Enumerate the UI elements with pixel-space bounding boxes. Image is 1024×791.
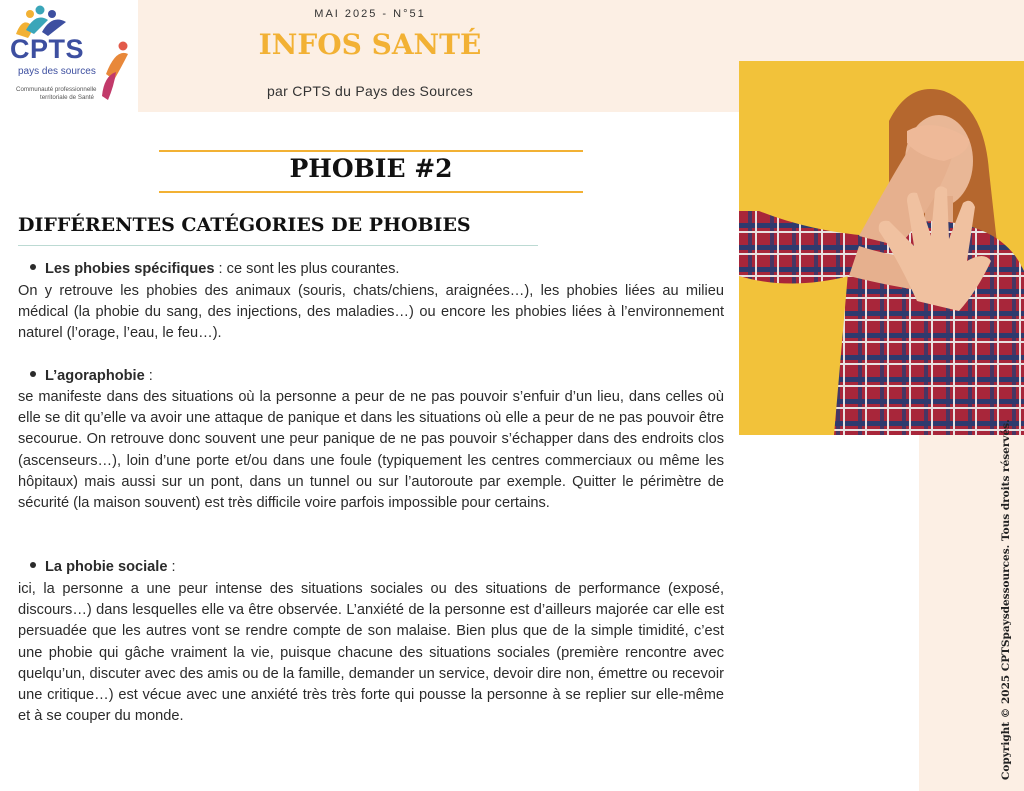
item-suffix: : (144, 368, 153, 384)
logo-tagline-2: territoriale de Santé (40, 94, 94, 101)
bullet-icon (30, 562, 36, 568)
item-paragraph: ici, la personne a une peur intense des situations sociales ou des situations de performance (exposé, discours…) dans lesquelles elle va être observée. L’anxiété de la personne est d’ailleurs majorée car elle est persuadée que les autres vont se rendre compte de son malaise. Bien plus que de la simple timidité, c’est une phobie qui gâche vraiment la vie, puisque chacune des situations sociales (première rencontre avec quelqu’un, discuter avec des amis ou de la famille, demander un service, devoir dire non, émettre ou recevoir une critique…) est vécue avec une anxiété très très forte qui pousse la personne à se replier sur elle-même et à se couper du monde. (18, 581, 724, 725)
list-item-heading (30, 557, 176, 578)
item-label: Les phobies spécifiques (45, 261, 215, 277)
woman-covering-eyes-photo (739, 61, 1024, 435)
logo-name: CPTS (10, 34, 85, 64)
copyright-notice: Copyright © 2025 CPTSpaysdessources. Tous droits réservés. (1000, 419, 1012, 780)
logo-subtitle: pays des sources (18, 66, 96, 77)
section-rule-top (159, 150, 583, 152)
newsletter-title: INFOS SANTÉ (258, 28, 482, 61)
list-item-heading (30, 259, 399, 280)
bullet-icon (30, 371, 36, 377)
item-suffix: : ce sont les plus courantes. (214, 261, 400, 277)
logo-tagline-1: Communauté professionnelle (16, 86, 97, 93)
section-rule-bottom (159, 191, 583, 193)
category-divider (18, 245, 538, 246)
item-label: La phobie sociale (45, 559, 168, 575)
item-suffix: : (167, 559, 176, 575)
byline: par CPTS du Pays des Sources (266, 83, 474, 99)
issue-number: MAI 2025 - N°51 (314, 8, 426, 20)
item-paragraph: se manifeste dans des situations où la personne a peur de ne pas pouvoir s’enfuir d’un lieu, dans celles où elle se dit qu’elle va avoir une attaque de panique et dans les situations où elle a peur de ne pas pouvoir être secourue. On retrouve donc souvent une peur panique de ne pas pouvoir s’échapper dans des endroits clos (ascenseurs…), loin d’une porte et/ou dans une foule (typiquement les centres commerciaux ou même les hôpitaux) mais aussi sur un pont, dans un tunnel ou sur l’autoroute par exemple. Quitter le périmètre de sécurité (la maison souvent) est très difficile voire parfois impossible pour certains. (18, 389, 724, 512)
bullet-icon (30, 264, 36, 270)
category-title: DIFFÉRENTES CATÉGORIES DE PHOBIES (18, 214, 471, 236)
logo (0, 0, 138, 112)
item-label: L’agoraphobie (45, 368, 145, 384)
list-item-heading (30, 366, 153, 387)
section-title: PHOBIE #2 (289, 154, 453, 183)
item-paragraph: On y retrouve les phobies des animaux (souris, chats/chiens, araignées…), les phobies liées au milieu médical (la phobie du sang, des injections, des maladies…) ou encore les phobies liées à l’environnement naturel (l’orage, l’eau, le feu…). (18, 283, 724, 342)
